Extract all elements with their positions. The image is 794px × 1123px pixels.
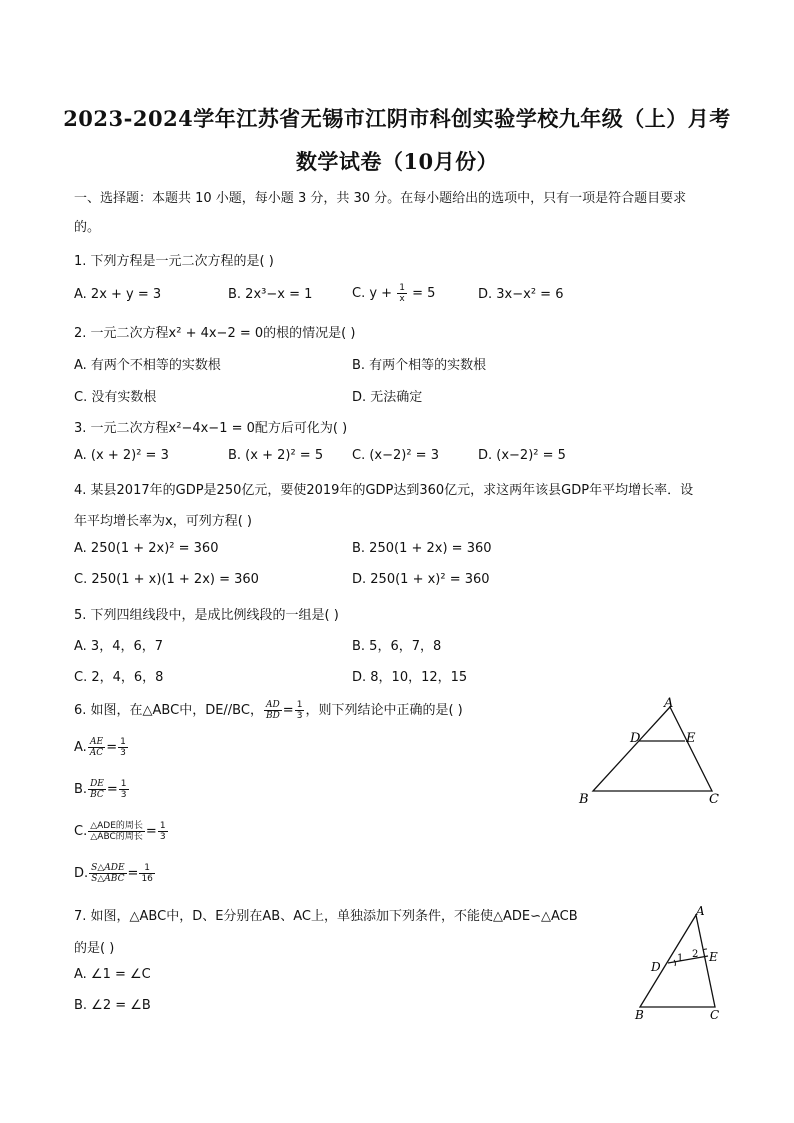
q6-d-prefix: D. <box>74 866 89 881</box>
q2-option-d: D. 无法确定 <box>352 390 423 405</box>
q7-angle1-arc <box>674 960 675 966</box>
q5-option-d: D. 8，10，12，15 <box>352 670 468 685</box>
q6-d-num: S△ADE <box>91 863 125 873</box>
q6-b-fraction <box>88 779 106 800</box>
q5-stem: 5. 下列四组线段中，是成比例线段的一组是( ) <box>74 608 339 623</box>
q1-option-c-prefix: C. y + <box>352 286 393 301</box>
q4-option-a: A. 250(1 + 2x)² = 360 <box>74 541 219 556</box>
q6-label-b: B <box>579 792 589 807</box>
q3-option-c: C. (x−2)² = 3 <box>352 448 439 463</box>
q1-option-c-fraction <box>397 283 407 304</box>
q6-a-prefix: A. <box>74 740 87 755</box>
q7-label-b: B <box>635 1008 644 1022</box>
q6-stem-fraction1 <box>264 700 282 721</box>
q6-stem-fraction2 <box>295 700 305 721</box>
q6-c-den: △ABC的周长 <box>90 832 143 842</box>
q3-option-a: A. (x + 2)² = 3 <box>74 448 169 463</box>
q6-b-val-den: 3 <box>120 790 127 800</box>
q6-a-value <box>118 737 128 758</box>
q6-c-value <box>158 821 168 842</box>
section-heading-line1: 一、选择题：本题共 10 小题，每小题 3 分，共 30 分。在每小题给出的选项中，只有一项是符合题目要求 <box>74 191 687 206</box>
q6-option-a <box>74 737 129 758</box>
q7-stem-line2: 的是( ) <box>74 941 115 956</box>
q1-option-d: D. 3x−x² = 6 <box>478 287 564 302</box>
q6-stem-suffix: ，则下列结论中正确的是( ) <box>305 703 463 718</box>
q4-option-b: B. 250(1 + 2x) = 360 <box>352 541 492 556</box>
q2-stem: 2. 一元二次方程x² + 4x−2 = 0的根的情况是( ) <box>74 326 356 341</box>
q6-c-val-num: 1 <box>159 821 166 831</box>
q6-b-value <box>119 779 129 800</box>
q7-label-c: C <box>710 1008 720 1022</box>
q6-d-value <box>139 863 154 884</box>
q6-d-fraction <box>89 863 126 884</box>
q6-d-den: S△ABC <box>91 874 125 884</box>
q1-c-den: x <box>399 294 405 304</box>
q4-stem-line2: 年平均增长率为x，可列方程( ) <box>74 514 252 529</box>
q2-option-b: B. 有两个相等的实数根 <box>352 358 487 373</box>
q6-c-fraction <box>88 821 145 842</box>
page-title-line1: 2023-2024学年江苏省无锡市江阴市科创实验学校九年级（上）月考 <box>63 106 731 131</box>
q7-stem-line1: 7. 如图，△ABC中，D、E分别在AB、AC上，单独添加下列条件，不能使△ADE∽△ACB <box>74 909 578 924</box>
q6-a-fraction <box>88 737 105 758</box>
q6-d-val-num: 1 <box>139 863 154 874</box>
q6-label-d: D <box>630 731 641 746</box>
q6-stem-prefix: 6. 如图，在△ABC中，DE//BC， <box>74 703 263 718</box>
q7-label-angle1: 1 <box>677 953 684 964</box>
q5-option-b: B. 5，6，7，8 <box>352 639 442 654</box>
page-title-line2: 数学试卷（10月份） <box>295 149 499 174</box>
q6-a-eq: = <box>106 740 118 755</box>
q6-b-eq: = <box>106 782 118 797</box>
q3-option-b: B. (x + 2)² = 5 <box>228 448 324 463</box>
q6-option-b <box>74 779 130 800</box>
q6-frac2-den: 3 <box>296 711 303 721</box>
q6-b-num: DE <box>90 779 104 789</box>
q6-label-a: A <box>664 696 674 711</box>
q6-c-val-den: 3 <box>159 832 166 842</box>
q2-option-c: C. 没有实数根 <box>74 390 157 405</box>
q7-triangle-figure <box>630 903 740 1023</box>
q6-c-prefix: C. <box>74 824 88 839</box>
q6-triangle-figure <box>575 695 735 810</box>
q3-option-d: D. (x−2)² = 5 <box>478 448 566 463</box>
q6-frac1-den: BD <box>265 711 280 721</box>
q6-frac2-num: 1 <box>296 700 303 710</box>
q7-label-d: D <box>651 960 661 974</box>
q1-option-b: B. 2x³−x = 1 <box>228 287 313 302</box>
q1-c-num: 1 <box>399 283 405 293</box>
q6-c-eq: = <box>145 824 157 839</box>
q4-stem-line1: 4. 某县2017年的GDP是250亿元，要使2019年的GDP达到360亿元，求这两年该县GDP年平均增长率．设 <box>74 483 694 498</box>
q6-label-c: C <box>709 792 719 807</box>
q6-label-e: E <box>686 731 696 746</box>
q6-option-c <box>74 821 169 842</box>
q6-b-den: BC <box>90 790 104 800</box>
q5-option-c: C. 2，4，6，8 <box>74 670 164 685</box>
q1-option-c <box>352 283 435 304</box>
q6-d-eq: = <box>127 866 139 881</box>
q6-b-prefix: B. <box>74 782 88 797</box>
q1-option-c-suffix: = 5 <box>412 286 436 301</box>
q6-d-val-den: 16 <box>141 874 153 884</box>
q1-stem: 1. 下列方程是一元二次方程的是( ) <box>74 254 274 269</box>
q7-segment-de <box>668 956 708 963</box>
q6-stem <box>74 699 463 721</box>
q7-label-a: A <box>696 904 705 918</box>
q7-label-angle2: 2 <box>692 949 699 960</box>
q1-option-a: A. 2x + y = 3 <box>74 287 162 302</box>
q6-stem-eq: = <box>282 703 294 718</box>
q6-b-val-num: 1 <box>120 779 127 789</box>
q6-a-num: AE <box>88 737 105 748</box>
q2-option-a: A. 有两个不相等的实数根 <box>74 358 221 373</box>
section-heading-line2: 的。 <box>74 220 101 235</box>
q4-option-d: D. 250(1 + x)² = 360 <box>352 572 490 587</box>
q6-c-num: △ADE的周长 <box>90 821 143 831</box>
q7-label-e: E <box>709 950 718 964</box>
q6-triangle-abc <box>593 707 712 791</box>
q6-frac1-num: AD <box>264 700 282 711</box>
q7-option-a: A. ∠1 = ∠C <box>74 967 151 982</box>
q6-option-d <box>74 863 156 884</box>
q5-option-a: A. 3，4，6，7 <box>74 639 164 654</box>
q6-a-den: AC <box>89 748 104 758</box>
q3-stem: 3. 一元二次方程x²−4x−1 = 0配方后可化为( ) <box>74 421 348 436</box>
q7-angle2-arc <box>703 949 707 950</box>
q7-option-b: B. ∠2 = ∠B <box>74 998 151 1013</box>
q4-option-c: C. 250(1 + x)(1 + 2x) = 360 <box>74 572 259 587</box>
q6-a-val-num: 1 <box>120 737 126 747</box>
q6-a-val-den: 3 <box>120 748 126 758</box>
